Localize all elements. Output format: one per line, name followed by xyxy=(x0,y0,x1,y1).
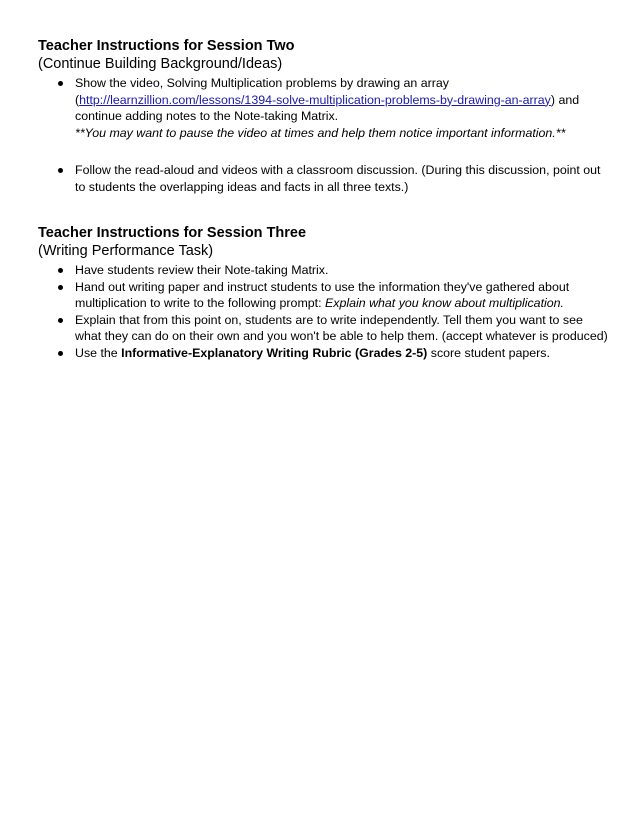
list-item xyxy=(38,312,608,345)
list-item xyxy=(38,345,608,362)
section-spacer xyxy=(38,195,608,224)
session-three-list xyxy=(38,262,608,361)
list-item xyxy=(38,75,608,141)
bullet-icon xyxy=(58,318,63,323)
document-page xyxy=(38,37,608,361)
session-three-subtitle: (Writing Performance Task) xyxy=(38,243,214,259)
list-item xyxy=(38,162,608,195)
bullet-text-continued: ) and continue adding notes to the Note-taking Matrix. xyxy=(75,92,580,123)
bullet-text-end: score student papers. xyxy=(427,345,550,360)
rubric-name: Informative-Explanatory Writing Rubric (Grades 2-5) xyxy=(121,345,428,360)
session-three-title: Teacher Instructions for Session Three xyxy=(38,225,307,241)
bullet-icon xyxy=(58,81,63,86)
bullet-text: Show the video, Solving Multiplication problems by drawing an array xyxy=(75,76,449,90)
list-item xyxy=(38,279,608,312)
list-item xyxy=(38,262,608,279)
pause-note: **You may want to pause the video at times and help them notice important information.** xyxy=(75,125,566,140)
session-two-subtitle: (Continue Building Background/Ideas) xyxy=(38,56,283,72)
writing-prompt: Explain what you know about multiplication. xyxy=(325,296,564,310)
bullet-icon xyxy=(58,351,63,356)
bullet-text: Follow the read-aloud and videos with a classroom discussion. (During this discussion, point out to students the overlapping ideas and facts in all three texts.) xyxy=(75,163,601,194)
bullet-text: Explain that from this point on, students are to write independently. Tell them you want to see what they can do on their own and you won't be able to help them. (accept whatever is produced) xyxy=(75,312,608,343)
bullet-text: Use the xyxy=(75,345,122,360)
bullet-icon xyxy=(58,268,63,273)
spacer xyxy=(38,141,608,162)
bullet-icon xyxy=(58,285,63,290)
session-two-title: Teacher Instructions for Session Two xyxy=(38,38,295,54)
paren-open: ( xyxy=(75,92,80,107)
bullet-text: Hand out writing paper and instruct students to use the information they've gathered about multiplication to write to the following prompt: xyxy=(75,279,570,310)
video-link[interactable]: http://learnzillion.com/lessons/1394-solve-multiplication-problems-by-drawing-an-array xyxy=(79,92,551,107)
bullet-icon xyxy=(58,168,63,173)
bullet-text: Have students review their Note-taking Matrix. xyxy=(75,263,329,277)
session-two-list xyxy=(38,75,608,195)
